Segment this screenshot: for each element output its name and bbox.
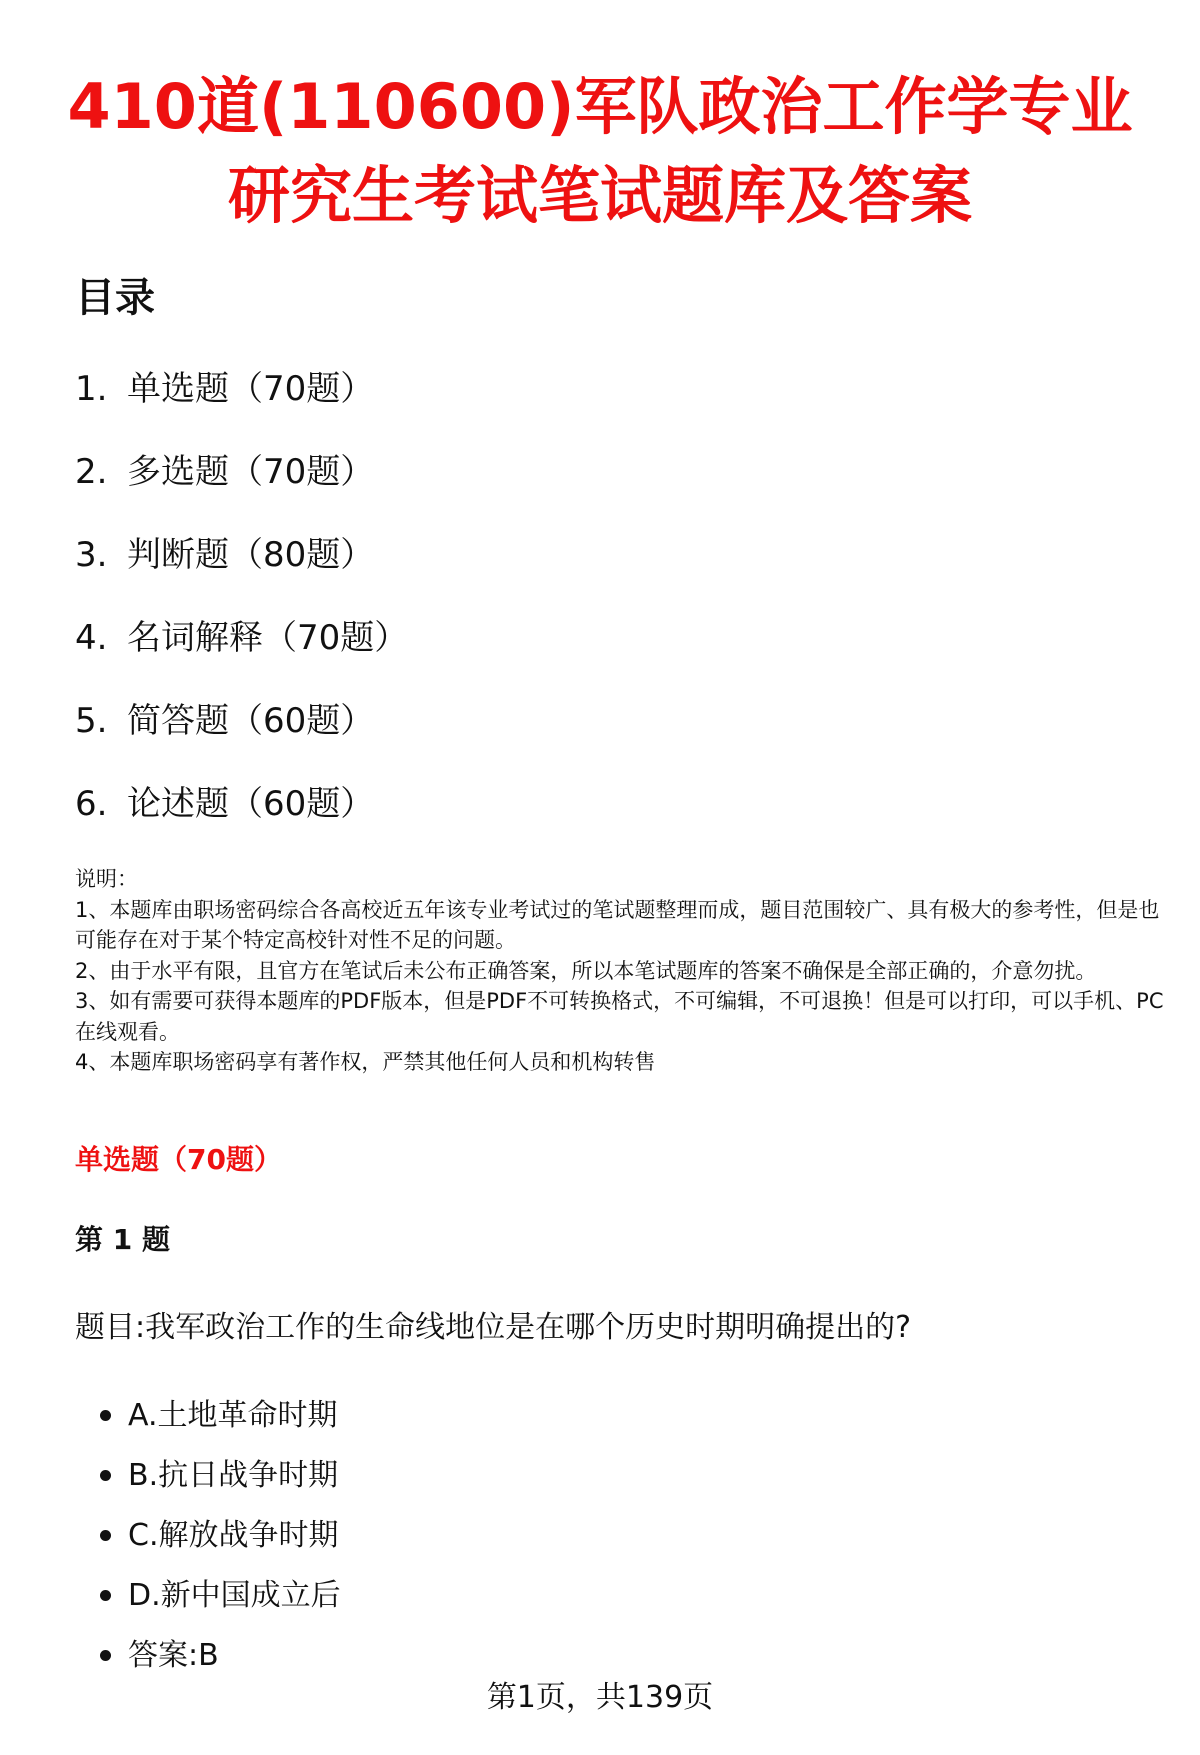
bullet-icon [100,1410,111,1421]
section-heading: 单选题（70题） [75,1143,282,1176]
toc-item [75,362,408,445]
toc-item [75,445,408,528]
question-text: 题目:我军政治工作的生命线地位是在哪个历史时期明确提出的? [75,1310,912,1345]
page-footer: 第1页，共139页 [486,1680,714,1715]
document-title: 410道(110600)军队政治工作学专业研究生考试笔试题库及答案 [67,70,1133,232]
option-text: C.解放战争时期 [128,1518,339,1553]
toc-item-label: 简答题（60题） [127,701,375,741]
toc-item [75,528,408,611]
option-item [100,1514,341,1574]
note-item: 4、本题库职场密码享有著作权，严禁其他任何人员和机构转售 [75,1050,656,1074]
option-text: A.土地革命时期 [128,1398,338,1433]
note-item: 3、如有需要可获得本题库的PDF版本，但是PDF不可转换格式，不可编辑，不可退换！但是可以打印，可以手机、PC在线观看。 [75,989,1164,1044]
option-item [100,1394,341,1454]
toc-item [75,777,408,860]
note-item: 2、由于水平有限，且官方在笔试后未公布正确答案，所以本笔试题库的答案不确保是全部正确的，介意勿扰。 [75,958,1097,983]
bullet-icon [100,1470,111,1481]
option-item [100,1454,341,1514]
toc-item-number: 5. [75,701,108,741]
toc-item-label: 论述题（60题） [127,784,375,824]
toc-item-label: 判断题（80题） [127,535,375,575]
options-list [100,1394,341,1694]
option-item [100,1574,341,1634]
note-item: 1、本题库由职场密码综合各高校近五年该专业考试过的笔试题整理而成，题目范围较广、具有极大的参考性，但是也可能存在对于某个特定高校针对性不足的问题。 [75,897,1160,952]
toc-item-label: 单选题（70题） [127,369,375,409]
toc-item [75,694,408,777]
question-number: 第 1 题 [75,1223,170,1256]
bullet-icon [100,1650,111,1661]
toc-item-label: 多选题（70题） [127,452,375,492]
option-text: D.新中国成立后 [128,1578,341,1613]
toc-item-label: 名词解释（70题） [127,618,409,658]
toc-heading: 目录 [75,275,155,321]
answer-text: 答案:B [128,1638,219,1673]
toc-item-number: 4. [75,618,108,658]
toc-item [75,611,408,694]
toc-item-number: 3. [75,535,108,575]
toc-item-number: 6. [75,784,108,824]
notes-label: 说明： [75,867,138,891]
toc-item-number: 1. [75,369,108,409]
toc-item-number: 2. [75,452,108,492]
bullet-icon [100,1590,111,1601]
option-text: B.抗日战争时期 [128,1458,339,1493]
bullet-icon [100,1530,111,1541]
notes-block [75,864,1165,1078]
toc-list [75,362,408,860]
